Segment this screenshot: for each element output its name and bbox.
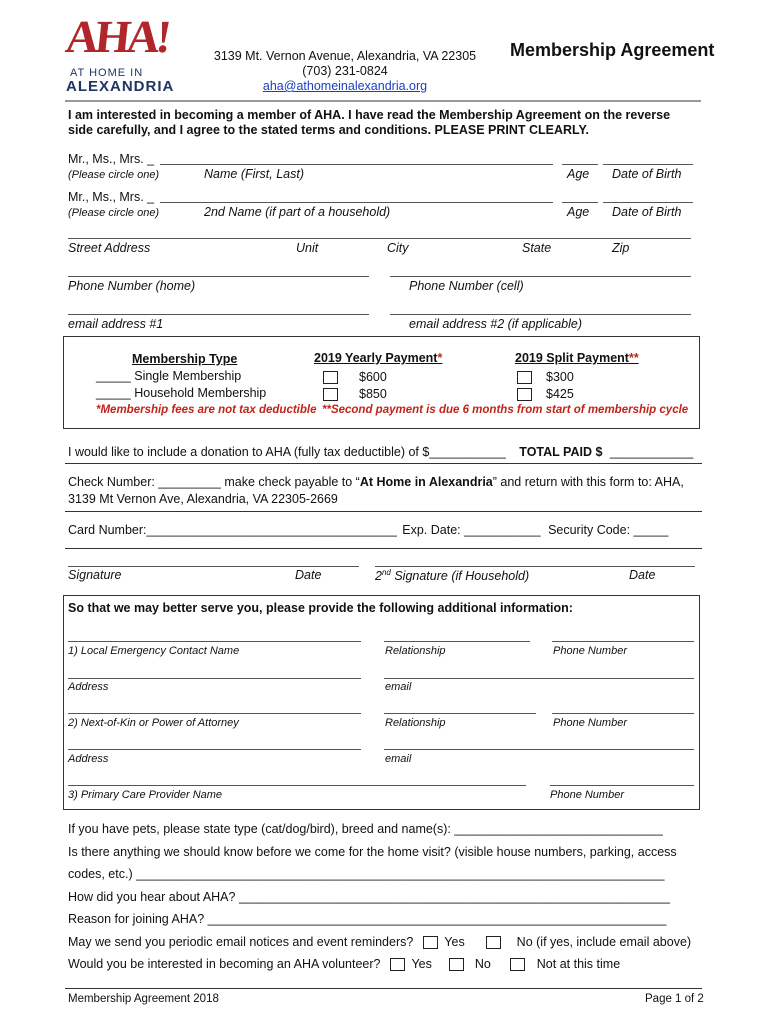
kin-address-label: Address [68,753,109,765]
membership-type-header: Membership Type [132,352,238,366]
intro-line2: side carefully, and I agree to the stated terms and conditions. PLEASE PRINT CLEARLY. [68,123,589,137]
provider-name-line[interactable] [68,785,526,786]
emergency-address-label: Address [68,681,109,693]
emergency-phone-label: Phone Number [553,645,627,657]
member2-title-line[interactable]: Mr., Ms., Mrs. _ [68,190,155,204]
split-payment-header: 2019 Split Payment [515,351,629,365]
yearly-household-price: $850 [359,387,387,401]
volunteer-not-now-checkbox[interactable] [510,958,525,971]
member1-name-line[interactable] [160,164,553,165]
kin-address-line[interactable] [68,749,361,750]
donation-text[interactable]: I would like to include a donation to AHA (fully tax deductible) of $___________ [68,445,506,459]
member2-dob-label: Date of Birth [612,205,682,219]
kin-phone-line[interactable] [552,713,694,714]
kin-relationship-line[interactable] [384,713,536,714]
org-phone: (703) 231-0824 [302,64,388,78]
signature-label: Signature [68,568,122,582]
additional-info-header: So that we may better serve you, please provide the following additional information: [68,601,573,615]
cell-phone-line[interactable] [390,276,691,277]
home-phone-label: Phone Number (home) [68,279,196,293]
provider-phone-label: Phone Number [550,789,624,801]
emergency-address-line[interactable] [68,678,361,679]
member2-circle-hint: (Please circle one) [68,207,160,219]
home-phone-line[interactable] [68,276,369,277]
org-address: 3139 Mt. Vernon Avenue, Alexandria, VA 22305 [213,49,477,63]
volunteer-not-now-label: Not at this time [536,957,621,971]
signature2-label: Signature (if Household) [390,569,530,584]
email2-line[interactable] [390,314,691,315]
single-membership-option[interactable]: _____ Single Membership [96,369,242,383]
card-number-field[interactable]: Card Number:____________________________________ [68,523,397,537]
check-line-b: ” and return with this form to: AHA, [492,475,684,489]
security-code-field[interactable]: Security Code: _____ [548,523,669,537]
split-star: ** [628,351,639,365]
email1-label: email address #1 [68,317,164,331]
member2-name-label: 2nd Name (if part of a household) [204,205,391,219]
home-visit-answer[interactable]: codes, etc.) ____________________________________________________________________________ [68,867,665,881]
signature2-label-pre: 2 [375,569,382,584]
reason-question[interactable]: Reason for joining AHA? __________________________________________________________________ [68,912,667,926]
second-payment-note: **Second payment is due 6 months from start of membership cycle [322,404,689,416]
kin-name-line[interactable] [68,713,361,714]
member1-name-label: Name (First, Last) [204,167,305,181]
total-paid-field[interactable]: ____________ [609,445,694,459]
signature2-line[interactable] [375,566,695,567]
logo-line1: AT HOME IN [70,67,144,79]
member1-dob-line[interactable] [603,164,693,165]
emergency-name-label: 1) Local Emergency Contact Name [68,645,240,657]
tax-note: *Membership fees are not tax deductible [96,404,317,416]
exp-date-field[interactable]: Exp. Date: ___________ [402,523,541,537]
provider-name-label: 3) Primary Care Provider Name [68,789,223,801]
cell-phone-label: Phone Number (cell) [409,279,524,293]
split-single-checkbox[interactable] [517,371,532,384]
signature2-label-sup: nd [381,568,391,577]
signature2-date-label: Date [629,568,656,582]
kin-name-label: 2) Next-of-Kin or Power of Attorney [68,717,239,729]
logo-line2: ALEXANDRIA [66,78,175,95]
page-title: Membership Agreement [510,40,715,60]
kin-email-label: email [385,753,412,765]
zip-label: Zip [612,241,630,255]
hear-about-question[interactable]: How did you hear about AHA? ______________________________________________________________ [68,889,670,904]
check-line-a[interactable]: Check Number: _________ make check payable to “ [68,475,360,489]
emergency-relationship-label: Relationship [385,645,446,657]
member1-circle-hint: (Please circle one) [68,169,160,181]
check-payee: At Home in Alexandria [359,475,493,489]
member1-age-label: Age [567,167,590,181]
email1-line[interactable] [68,314,369,315]
kin-phone-label: Phone Number [553,717,627,729]
volunteer-no-label: No [474,957,491,971]
footer-left: Membership Agreement 2018 [68,993,219,1005]
total-paid-label: TOTAL PAID $ [519,445,603,459]
member2-dob-line[interactable] [603,202,693,203]
state-label: State [522,241,552,255]
member2-age-line[interactable] [562,202,598,203]
email-yes-label: Yes [444,934,465,949]
emergency-email-line[interactable] [384,678,694,679]
signature-line[interactable] [68,566,359,567]
split-single-price: $300 [546,370,574,384]
donation-divider [65,463,702,464]
yearly-household-checkbox[interactable] [323,388,338,401]
additional-info-box [63,595,700,810]
street-label: Street Address [68,241,151,255]
yearly-single-price: $600 [359,370,387,384]
email-no-label: No (if yes, include email above) [516,934,692,949]
logo [62,11,192,95]
card-divider [65,548,702,549]
org-email-link[interactable]: aha@athomeinalexandria.org [262,79,428,93]
member1-age-line[interactable] [562,164,598,165]
volunteer-question: Would you be interested in becoming an AHA volunteer? [68,957,381,971]
volunteer-no-checkbox[interactable] [449,958,464,971]
yearly-star: * [437,351,443,365]
footer-divider [65,988,702,989]
signature-date-label: Date [295,568,322,582]
member2-age-label: Age [567,205,590,219]
home-visit-question: Is there anything we should know before we come for the home visit? (visible house numbers, parking, access [68,844,677,859]
household-membership-option[interactable]: _____ Household Membership [96,386,267,400]
yearly-payment-header: 2019 Yearly Payment [314,351,438,365]
email-yes-checkbox[interactable] [423,936,438,949]
split-household-price: $425 [546,387,574,401]
check-return-address: 3139 Mt Vernon Ave, Alexandria, VA 22305-2669 [68,492,338,506]
header-divider [65,100,701,102]
volunteer-yes-label: Yes [411,957,432,971]
member2-name-line[interactable] [160,202,553,203]
member1-dob-label: Date of Birth [612,167,682,181]
check-divider [65,511,702,512]
logo-mark: AHA! [63,11,171,62]
pets-question[interactable]: If you have pets, please state type (cat/dog/bird), breed and name(s): ______________________________ [68,822,663,836]
email2-label: email address #2 (if applicable) [409,317,583,331]
email-notices-question: May we send you periodic email notices and event reminders? [68,934,414,949]
footer-page-number: Page 1 of 2 [645,993,704,1005]
email-no-checkbox[interactable] [486,936,501,949]
volunteer-yes-checkbox[interactable] [390,958,405,971]
kin-email-line[interactable] [384,749,694,750]
kin-relationship-label: Relationship [385,717,446,729]
member1-title-line[interactable]: Mr., Ms., Mrs. _ [68,152,155,166]
provider-phone-line[interactable] [550,785,694,786]
city-label: City [387,241,409,255]
split-household-checkbox[interactable] [517,388,532,401]
yearly-single-checkbox[interactable] [323,371,338,384]
unit-label: Unit [296,241,319,255]
street-address-line[interactable] [68,238,691,239]
emergency-phone-line[interactable] [552,641,694,642]
emergency-name-line[interactable] [68,641,361,642]
emergency-relationship-line[interactable] [384,641,530,642]
emergency-email-label: email [385,681,412,693]
intro-line1: I am interested in becoming a member of AHA. I have read the Membership Agreement on the reverse [68,108,671,122]
